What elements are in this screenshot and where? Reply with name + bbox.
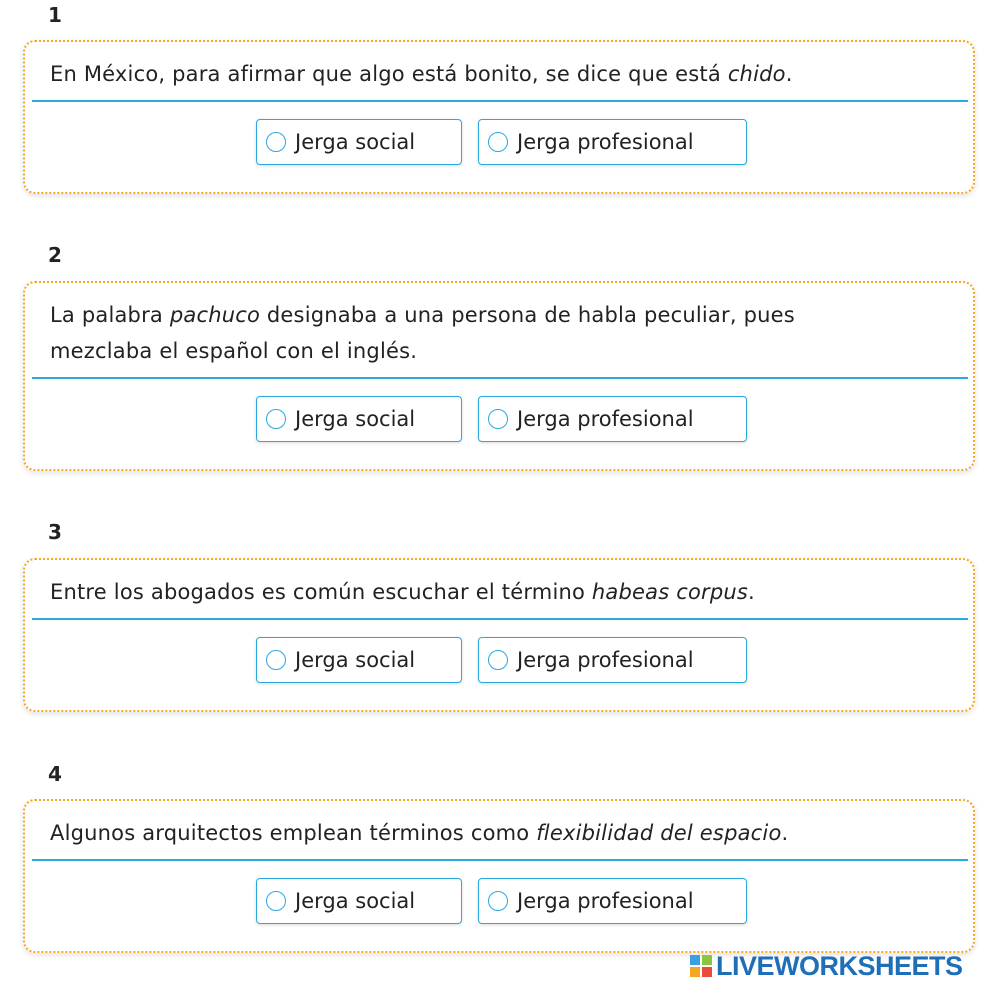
option-jerga-social[interactable]	[256, 396, 462, 442]
question-prompt: En México, para afirmar que algo está bonito, se dice que está chido.	[50, 62, 793, 86]
logo-text: LIVEWORKSHEETS	[716, 950, 963, 981]
option-jerga-profesional[interactable]	[478, 878, 747, 924]
option-label: Jerga social	[295, 648, 416, 672]
option-jerga-social[interactable]	[256, 637, 462, 683]
option-label: Jerga social	[295, 889, 416, 913]
divider	[32, 100, 968, 102]
option-label: Jerga social	[295, 130, 416, 154]
logo-mark-icon	[690, 955, 712, 977]
question-prompt: La palabra pachuco designaba a una persona de habla peculiar, pues mezclaba el español con el inglés.	[50, 303, 795, 363]
option-label: Jerga profesional	[517, 889, 694, 913]
option-label: Jerga profesional	[517, 648, 694, 672]
radio-icon[interactable]	[488, 132, 508, 152]
question-card	[23, 281, 975, 471]
radio-icon[interactable]	[488, 409, 508, 429]
question-prompt: Algunos arquitectos emplean términos como flexibilidad del espacio.	[50, 821, 789, 845]
liveworksheets-logo[interactable]	[690, 951, 963, 981]
question-card	[23, 558, 975, 712]
radio-icon[interactable]	[266, 132, 286, 152]
radio-icon[interactable]	[488, 891, 508, 911]
question-number: 4	[48, 762, 62, 786]
option-jerga-profesional[interactable]	[478, 396, 747, 442]
question-number: 1	[48, 3, 62, 27]
question-card	[23, 799, 975, 953]
option-label: Jerga profesional	[517, 407, 694, 431]
radio-icon[interactable]	[266, 650, 286, 670]
option-jerga-social[interactable]	[256, 878, 462, 924]
question-card	[23, 40, 975, 194]
radio-icon[interactable]	[266, 409, 286, 429]
question-number: 3	[48, 520, 62, 544]
option-jerga-profesional[interactable]	[478, 637, 747, 683]
question-prompt: Entre los abogados es común escuchar el término habeas corpus.	[50, 580, 755, 604]
question-number: 2	[48, 243, 62, 267]
option-jerga-profesional[interactable]	[478, 119, 747, 165]
option-label: Jerga social	[295, 407, 416, 431]
divider	[32, 377, 968, 379]
divider	[32, 859, 968, 861]
option-jerga-social[interactable]	[256, 119, 462, 165]
radio-icon[interactable]	[266, 891, 286, 911]
divider	[32, 618, 968, 620]
radio-icon[interactable]	[488, 650, 508, 670]
option-label: Jerga profesional	[517, 130, 694, 154]
